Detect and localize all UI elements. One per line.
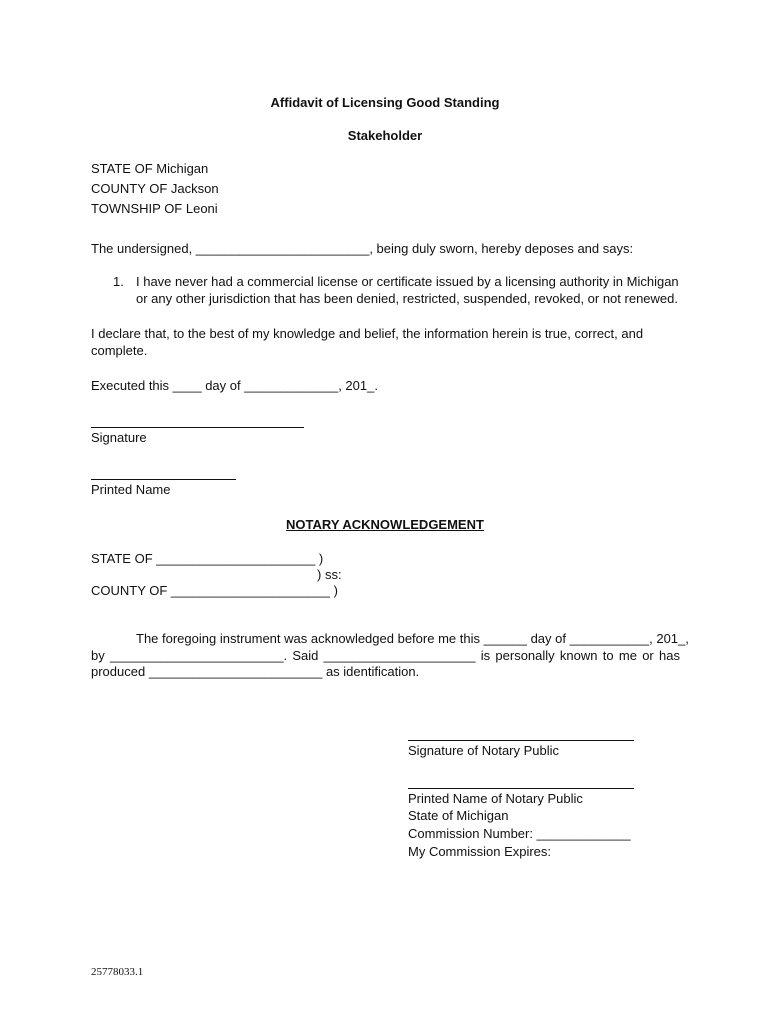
notary-signature-rule [408,740,634,741]
notary-printed-name-rule [408,788,634,789]
notary-printed-name-label: Printed Name of Notary Public [408,791,583,806]
notary-state: State of Michigan [408,808,509,823]
printed-name-rule [91,479,236,480]
intro-statement: The undersigned, ________________________, being duly sworn, hereby deposes and says: [91,241,634,256]
venue-state: STATE OF Michigan [91,161,209,176]
executed-line: Executed this ____ day of _____________, 201_. [91,378,378,393]
notary-paragraph-line-1: The foregoing instrument was acknowledged before me this ______ day of ___________, 201_, [136,631,689,646]
item-number: 1. [113,274,124,289]
signature-label: Signature [91,430,147,445]
venue-township: TOWNSHIP OF Leoni [91,201,218,216]
notary-heading: NOTARY ACKNOWLEDGEMENT [286,517,484,532]
document-title: Affidavit of Licensing Good Standing [270,95,500,110]
notary-county-line: COUNTY OF ______________________ ) [91,583,338,598]
document-subtitle: Stakeholder [347,128,423,143]
notary-ss-line: ) ss: [317,567,342,582]
declaration-line-1: I declare that, to the best of my knowledge and belief, the information herein is true, correct, and [91,326,644,341]
notary-state-line: STATE OF ______________________ ) [91,551,324,566]
venue-county: COUNTY OF Jackson [91,181,219,196]
printed-name-label: Printed Name [91,482,171,497]
notary-signature-label: Signature of Notary Public [408,743,560,758]
notary-commission-expires: My Commission Expires: [408,844,552,859]
declaration-line-2: complete. [91,343,148,358]
item-text-line-1: I have never had a commercial license or certificate issued by a licensing authority in Michigan [136,274,679,289]
item-text-line-2: or any other jurisdiction that has been denied, restricted, suspended, revoked, or not renewed. [136,291,678,306]
notary-commission-number: Commission Number: _____________ [408,826,631,841]
notary-paragraph-line-2: by ________________________. Said _____________________ is personally known to me or has [91,648,680,663]
document-id: 25778033.1 [91,966,144,978]
signature-rule [91,427,304,428]
notary-paragraph-line-3: produced ________________________ as identification. [91,664,420,679]
